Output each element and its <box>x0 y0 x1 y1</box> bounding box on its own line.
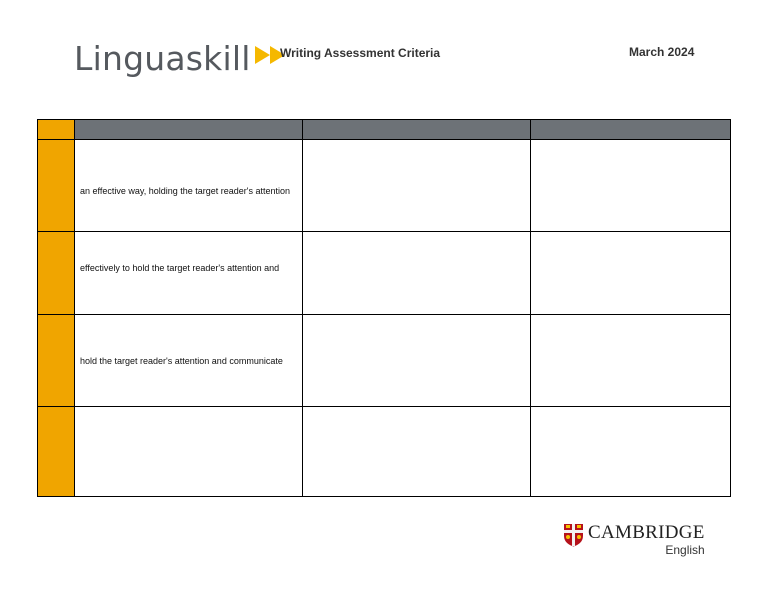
table-cell: hold the target reader's attention and communicate <box>80 356 283 366</box>
level-band <box>37 119 74 497</box>
cambridge-shield-icon <box>563 523 584 547</box>
table-border <box>37 119 731 120</box>
table-border <box>74 119 75 497</box>
table-border <box>37 231 731 232</box>
table-border <box>730 119 731 497</box>
criteria-table <box>37 119 731 497</box>
table-border <box>530 119 531 497</box>
table-row <box>74 406 302 497</box>
cambridge-english-logo <box>563 523 705 557</box>
table-border <box>37 119 38 497</box>
english-wordmark: English <box>665 543 705 557</box>
table-border <box>37 406 731 407</box>
table-row <box>74 139 302 231</box>
table-cell: effectively to hold the target reader's attention and <box>80 263 280 273</box>
table-border <box>37 314 731 315</box>
document-date: March 2024 <box>629 45 695 59</box>
table-cell: an effective way, holding the target reader's attention <box>80 186 291 196</box>
table-border <box>37 139 731 140</box>
table-row <box>74 314 302 406</box>
header-row <box>74 119 731 139</box>
table-border <box>302 119 303 497</box>
table-row <box>74 231 302 314</box>
table-border <box>37 496 731 497</box>
logo-text: Linguaskill <box>74 38 251 78</box>
document-title: Writing Assessment Criteria <box>280 46 441 60</box>
cambridge-wordmark: CAMBRIDGE <box>588 522 705 543</box>
linguaskill-logo <box>74 38 287 78</box>
